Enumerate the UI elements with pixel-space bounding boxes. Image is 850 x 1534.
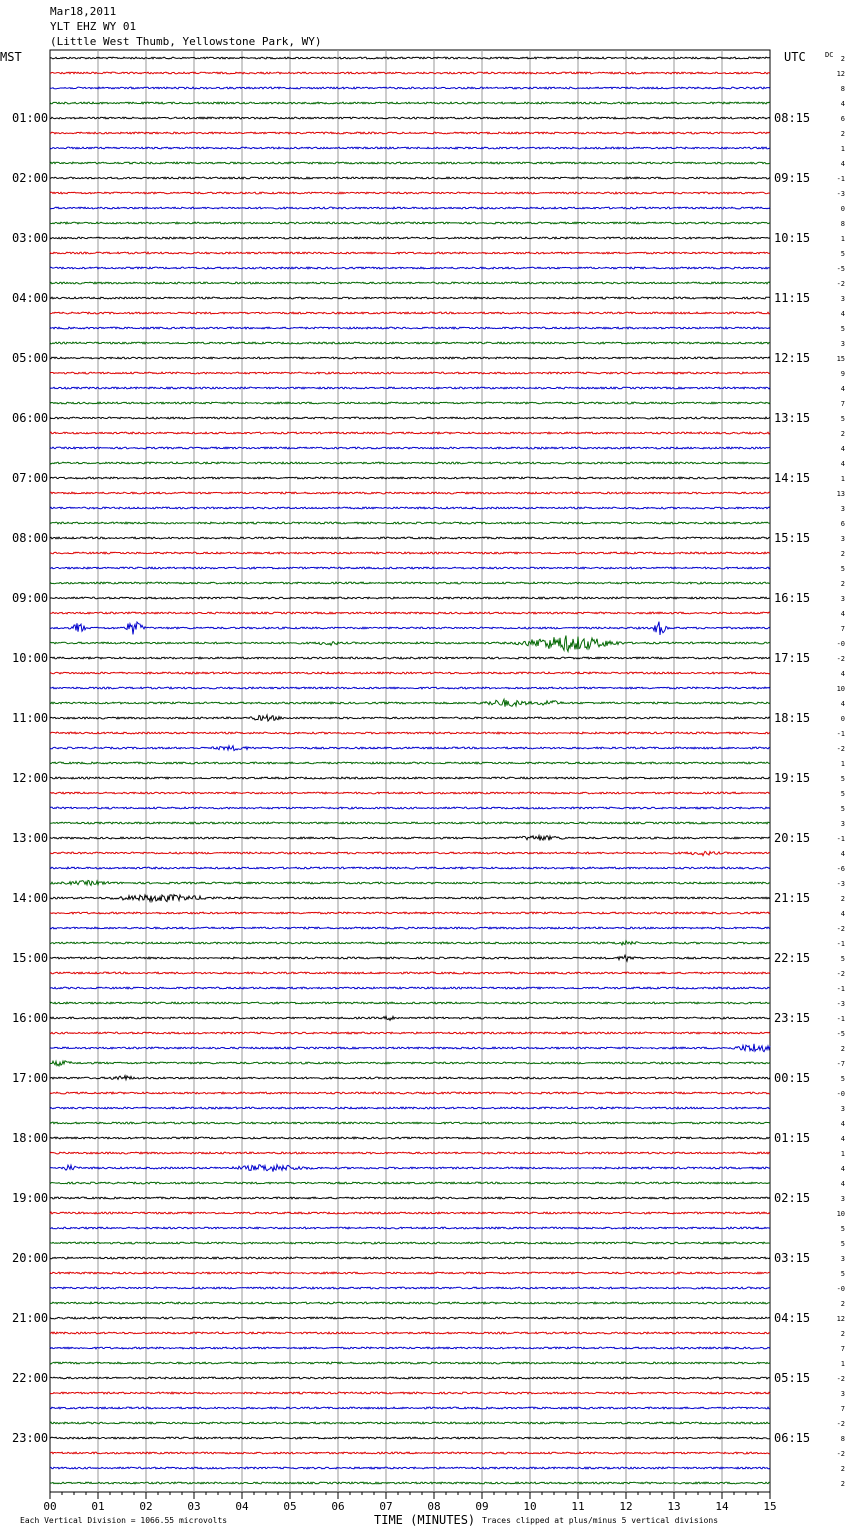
utc-hour-label: 15:15	[774, 531, 811, 545]
x-tick-label: 15	[763, 1500, 777, 1513]
x-tick-label: 11	[571, 1500, 585, 1513]
seismic-trace	[50, 1044, 770, 1052]
utc-hour-label: 11:15	[774, 291, 811, 305]
utc-hour-label: 16:15	[774, 591, 811, 605]
dc-offset-value: 3	[840, 595, 845, 603]
dc-offset-value: 15	[836, 355, 845, 363]
dc-offset-value: 5	[840, 805, 845, 813]
dc-offset-value: 8	[840, 85, 845, 93]
plot-date: Mar18,2011	[50, 5, 117, 18]
x-tick-label: 07	[379, 1500, 393, 1513]
seismic-trace	[50, 912, 770, 914]
dc-offset-value: -3	[836, 1000, 845, 1008]
dc-offset-value: 3	[840, 820, 845, 828]
dc-offset-value: 9	[840, 370, 845, 378]
utc-hour-label: 04:15	[774, 1311, 811, 1325]
seismic-trace	[50, 672, 770, 674]
seismic-trace	[50, 612, 770, 614]
seismic-trace	[50, 1197, 770, 1199]
dc-offset-value: 4	[840, 1120, 845, 1128]
seismic-trace	[50, 207, 770, 209]
seismic-trace	[50, 1377, 770, 1379]
dc-offset-value: 1	[840, 1150, 845, 1158]
seismic-trace	[50, 1407, 770, 1409]
utc-hour-label: 22:15	[774, 951, 811, 965]
dc-offset-value: 7	[840, 625, 845, 633]
seismic-trace	[50, 372, 770, 374]
seismic-trace	[50, 252, 770, 254]
dc-offset-value: 2	[840, 1465, 845, 1473]
seismic-trace	[50, 567, 770, 569]
seismic-trace	[50, 1467, 770, 1469]
dc-offset-value: 5	[840, 775, 845, 783]
seismic-trace	[50, 699, 770, 706]
seismic-trace	[50, 72, 770, 74]
x-tick-label: 06	[331, 1500, 345, 1513]
seismic-trace	[50, 1092, 770, 1094]
dc-offset-value: 4	[840, 910, 845, 918]
x-axis-title: TIME (MINUTES)	[374, 1513, 476, 1527]
utc-hour-label: 17:15	[774, 651, 811, 665]
mst-hour-label: 21:00	[12, 1311, 49, 1325]
dc-offset-value: 4	[840, 445, 845, 453]
seismic-trace	[50, 417, 770, 419]
dc-offset-value: -2	[836, 970, 845, 978]
dc-offset-value: 7	[840, 1405, 845, 1413]
seismic-trace	[50, 57, 770, 59]
dc-offset-value: -2	[836, 655, 845, 663]
dc-offset-value: 4	[840, 460, 845, 468]
dc-offset-value: 2	[840, 1480, 845, 1488]
seismic-trace	[50, 1137, 770, 1139]
seismic-trace	[50, 1016, 770, 1020]
dc-offset-value: -2	[836, 1375, 845, 1383]
seismic-trace	[50, 117, 770, 119]
seismic-trace	[50, 762, 770, 764]
seismic-trace	[50, 1272, 770, 1274]
seismic-trace	[50, 851, 770, 855]
mst-hour-label: 09:00	[12, 591, 49, 605]
dc-offset-value: 4	[840, 670, 845, 678]
dc-offset-value: 5	[840, 1270, 845, 1278]
dc-offset-value: 4	[840, 610, 845, 618]
mst-hour-label: 03:00	[12, 231, 49, 245]
seismic-trace	[50, 880, 770, 885]
trace-group	[50, 57, 770, 1484]
dc-offset-value: 3	[840, 1390, 845, 1398]
dc-offset-value: 5	[840, 415, 845, 423]
seismic-trace	[50, 267, 770, 269]
dc-offset-value: 5	[840, 790, 845, 798]
dc-offset-value: 12	[836, 70, 845, 78]
dc-offset-value: 10	[836, 685, 845, 693]
seismic-trace	[50, 941, 770, 945]
dc-offset-value: 2	[840, 1300, 845, 1308]
seismic-trace	[50, 777, 770, 779]
dc-offset-value: -6	[836, 865, 845, 873]
mst-hour-label: 17:00	[12, 1071, 49, 1085]
dc-offset-value: -0	[836, 640, 845, 648]
x-tick-label: 09	[475, 1500, 489, 1513]
seismic-trace	[50, 357, 770, 359]
utc-hour-label: 20:15	[774, 831, 811, 845]
seismic-trace	[50, 1152, 770, 1154]
utc-hour-label: 03:15	[774, 1251, 811, 1265]
seismic-trace	[50, 1032, 770, 1034]
dc-offset-value: 4	[840, 700, 845, 708]
dc-offset-value: 6	[840, 115, 845, 123]
utc-hour-label: 02:15	[774, 1191, 811, 1205]
dc-offset-value: 5	[840, 1225, 845, 1233]
dc-offset-value: -5	[836, 1030, 845, 1038]
dc-offset-labels	[837, 55, 845, 1488]
seismic-trace	[50, 1076, 770, 1080]
utc-hour-label: 05:15	[774, 1371, 811, 1385]
utc-hour-label: 01:15	[774, 1131, 811, 1145]
x-tick-label: 01	[91, 1500, 105, 1513]
mst-hour-label: 04:00	[12, 291, 49, 305]
scale-note: Each Vertical Division = 1066.55 microvolts	[20, 1516, 228, 1525]
dc-offset-value: 4	[840, 1135, 845, 1143]
right-timezone-label: UTC	[784, 50, 806, 64]
seismic-trace	[50, 582, 770, 584]
seismic-trace	[50, 972, 770, 974]
x-tick-label: 04	[235, 1500, 249, 1513]
seismic-trace	[50, 1362, 770, 1364]
dc-offset-value: 3	[840, 295, 845, 303]
seismic-trace	[50, 192, 770, 194]
seismic-trace	[50, 1317, 770, 1319]
dc-offset-value: 4	[840, 100, 845, 108]
utc-hour-label: 18:15	[774, 711, 811, 725]
seismic-trace	[50, 746, 770, 751]
dc-offset-value: 0	[840, 205, 845, 213]
seismic-trace	[50, 1422, 770, 1424]
dc-offset-value: -1	[836, 985, 845, 993]
seismic-trace	[50, 537, 770, 539]
seismic-trace	[50, 1302, 770, 1304]
x-tick-label: 05	[283, 1500, 297, 1513]
dc-offset-value: 4	[840, 1165, 845, 1173]
clip-note: Traces clipped at plus/minus 5 vertical divisions	[482, 1516, 719, 1525]
dc-offset-value: 12	[836, 1315, 845, 1323]
minute-grid	[50, 50, 770, 1492]
dc-offset-value: 4	[840, 310, 845, 318]
seismic-trace	[50, 387, 770, 389]
seismic-trace	[50, 715, 770, 721]
seismic-trace	[50, 402, 770, 404]
dc-offset-value: 3	[840, 505, 845, 513]
mst-hour-label: 23:00	[12, 1431, 49, 1445]
seismic-trace	[50, 432, 770, 434]
utc-hour-label: 13:15	[774, 411, 811, 425]
dc-offset-value: 7	[840, 400, 845, 408]
mst-hour-label: 12:00	[12, 771, 49, 785]
utc-hour-label: 08:15	[774, 111, 811, 125]
mst-hour-label: 16:00	[12, 1011, 49, 1025]
x-tick-label: 03	[187, 1500, 201, 1513]
seismic-trace	[50, 297, 770, 299]
mst-hour-label: 20:00	[12, 1251, 49, 1265]
mst-hour-label: 08:00	[12, 531, 49, 545]
x-tick-label: 14	[715, 1500, 729, 1513]
mst-hour-label: 22:00	[12, 1371, 49, 1385]
seismic-trace	[50, 1227, 770, 1229]
seismic-trace	[50, 282, 770, 284]
dc-offset-value: 2	[840, 550, 845, 558]
seismic-trace	[50, 162, 770, 164]
seismic-trace	[50, 552, 770, 554]
seismic-trace	[50, 1107, 770, 1109]
seismic-trace	[50, 507, 770, 509]
mst-hour-label: 15:00	[12, 951, 49, 965]
seismic-trace	[50, 1061, 770, 1066]
seismic-trace	[50, 147, 770, 149]
seismic-trace	[50, 222, 770, 224]
seismic-trace	[50, 732, 770, 734]
dc-offset-value: -5	[836, 265, 845, 273]
seismic-trace	[50, 1392, 770, 1394]
utc-hour-label: 23:15	[774, 1011, 811, 1025]
seismic-trace	[50, 312, 770, 314]
dc-offset-value: 7	[840, 1345, 845, 1353]
dc-offset-value: -2	[836, 280, 845, 288]
dc-offset-value: -7	[836, 1060, 845, 1068]
dc-offset-value: -1	[836, 1015, 845, 1023]
dc-offset-value: 3	[840, 1105, 845, 1113]
seismic-trace	[50, 462, 770, 464]
utc-hour-labels	[774, 111, 810, 1445]
utc-hour-label: 09:15	[774, 171, 811, 185]
seismic-trace	[50, 792, 770, 794]
seismic-trace	[50, 1212, 770, 1214]
dc-offset-value: 3	[840, 340, 845, 348]
dc-offset-value: -1	[836, 835, 845, 843]
seismic-trace	[50, 132, 770, 134]
utc-hour-label: 14:15	[774, 471, 811, 485]
dc-offset-value: 3	[840, 1255, 845, 1263]
x-tick-label: 08	[427, 1500, 441, 1513]
seismic-trace	[50, 1165, 770, 1172]
seismic-trace	[50, 492, 770, 494]
seismic-trace	[50, 1482, 770, 1484]
mst-hour-label: 07:00	[12, 471, 49, 485]
seismic-trace	[50, 955, 770, 961]
dc-offset-value: 1	[840, 1360, 845, 1368]
dc-offset-value: -3	[836, 190, 845, 198]
seismic-trace	[50, 177, 770, 179]
dc-offset-value: 2	[840, 1045, 845, 1053]
dc-offset-value: 5	[840, 1240, 845, 1248]
seismic-trace	[50, 836, 770, 841]
mst-hour-label: 01:00	[12, 111, 49, 125]
dc-offset-value: 2	[840, 130, 845, 138]
seismic-trace	[50, 1122, 770, 1124]
dc-offset-value: 5	[840, 325, 845, 333]
x-tick-label: 10	[523, 1500, 537, 1513]
seismic-trace	[50, 687, 770, 689]
seismic-trace	[50, 327, 770, 329]
seismic-trace	[50, 822, 770, 824]
dc-offset-value: 4	[840, 850, 845, 858]
dc-offset-value: -1	[836, 175, 845, 183]
seismic-trace	[50, 1002, 770, 1004]
mst-hour-label: 18:00	[12, 1131, 49, 1145]
seismic-trace	[50, 597, 770, 599]
seismic-trace	[50, 1347, 770, 1349]
seismic-trace	[50, 87, 770, 89]
dc-offset-value: 0	[840, 715, 845, 723]
dc-offset-value: -1	[836, 940, 845, 948]
seismic-trace	[50, 477, 770, 479]
station-code: YLT EHZ WY 01	[50, 20, 137, 33]
dc-offset-value: -2	[836, 925, 845, 933]
mst-hour-label: 10:00	[12, 651, 49, 665]
seismic-trace	[50, 1257, 770, 1259]
station-location: (Little West Thumb, Yellowstone Park, WY)	[50, 35, 322, 48]
mst-hour-label: 02:00	[12, 171, 49, 185]
dc-offset-value: -2	[836, 1420, 845, 1428]
dc-offset-value: 2	[840, 430, 845, 438]
mst-hour-labels	[12, 111, 48, 1445]
utc-hour-label: 10:15	[774, 231, 811, 245]
x-tick-label: 12	[619, 1500, 633, 1513]
seismic-trace	[50, 1287, 770, 1289]
seismic-trace	[50, 987, 770, 989]
seismic-trace	[50, 1182, 770, 1184]
dc-offset-value: -0	[836, 1090, 845, 1098]
seismic-trace	[50, 522, 770, 524]
seismic-trace	[50, 622, 770, 635]
seismic-trace	[50, 102, 770, 104]
mst-hour-label: 11:00	[12, 711, 49, 725]
x-tick-label: 02	[139, 1500, 153, 1513]
dc-offset-value: 1	[840, 475, 845, 483]
seismic-trace	[50, 1332, 770, 1334]
utc-hour-label: 06:15	[774, 1431, 811, 1445]
mst-hour-label: 13:00	[12, 831, 49, 845]
dc-offset-value: -1	[836, 730, 845, 738]
x-tick-label: 00	[43, 1500, 57, 1513]
dc-offset-value: 1	[840, 760, 845, 768]
dc-offset-value: 5	[840, 1075, 845, 1083]
dc-offset-value: 8	[840, 220, 845, 228]
seismic-trace	[50, 807, 770, 809]
dc-offset-value: 8	[840, 1435, 845, 1443]
x-axis	[43, 1492, 776, 1513]
seismic-trace	[50, 237, 770, 239]
utc-hour-label: 19:15	[774, 771, 811, 785]
seismic-trace	[50, 342, 770, 344]
seismic-trace	[50, 1452, 770, 1454]
dc-offset-value: 3	[840, 1195, 845, 1203]
utc-hour-label: 00:15	[774, 1071, 811, 1085]
dc-offset-value: 5	[840, 565, 845, 573]
dc-offset-value: 1	[840, 145, 845, 153]
seismic-trace	[50, 895, 770, 902]
dc-offset-value: 2	[840, 580, 845, 588]
seismic-trace	[50, 636, 770, 652]
dc-offset-value: 13	[836, 490, 845, 498]
dc-header-label: DC	[825, 51, 834, 59]
dc-offset-value: -3	[836, 880, 845, 888]
dc-offset-value: 3	[840, 535, 845, 543]
dc-offset-value: 2	[840, 1330, 845, 1338]
seismic-trace	[50, 867, 770, 869]
utc-hour-label: 12:15	[774, 351, 811, 365]
seismic-trace	[50, 1242, 770, 1244]
mst-hour-label: 06:00	[12, 411, 49, 425]
dc-offset-value: 6	[840, 520, 845, 528]
dc-offset-value: 10	[836, 1210, 845, 1218]
mst-hour-label: 19:00	[12, 1191, 49, 1205]
mst-hour-label: 05:00	[12, 351, 49, 365]
utc-hour-label: 21:15	[774, 891, 811, 905]
dc-offset-value: -2	[836, 1450, 845, 1458]
mst-hour-label: 14:00	[12, 891, 49, 905]
dc-offset-value: 5	[840, 250, 845, 258]
seismic-trace	[50, 927, 770, 929]
dc-offset-value: 4	[840, 1180, 845, 1188]
dc-offset-value: 4	[840, 385, 845, 393]
dc-offset-value: -0	[836, 1285, 845, 1293]
dc-offset-value: 5	[840, 955, 845, 963]
dc-offset-value: -2	[836, 745, 845, 753]
left-timezone-label: MST	[0, 50, 22, 64]
dc-offset-value: 2	[840, 55, 845, 63]
dc-offset-value: 4	[840, 160, 845, 168]
dc-offset-value: 1	[840, 235, 845, 243]
x-tick-label: 13	[667, 1500, 681, 1513]
plot-frame	[50, 50, 770, 1492]
seismic-trace	[50, 1437, 770, 1439]
seismic-trace	[50, 447, 770, 449]
dc-offset-value: 2	[840, 895, 845, 903]
seismic-trace	[50, 657, 770, 659]
